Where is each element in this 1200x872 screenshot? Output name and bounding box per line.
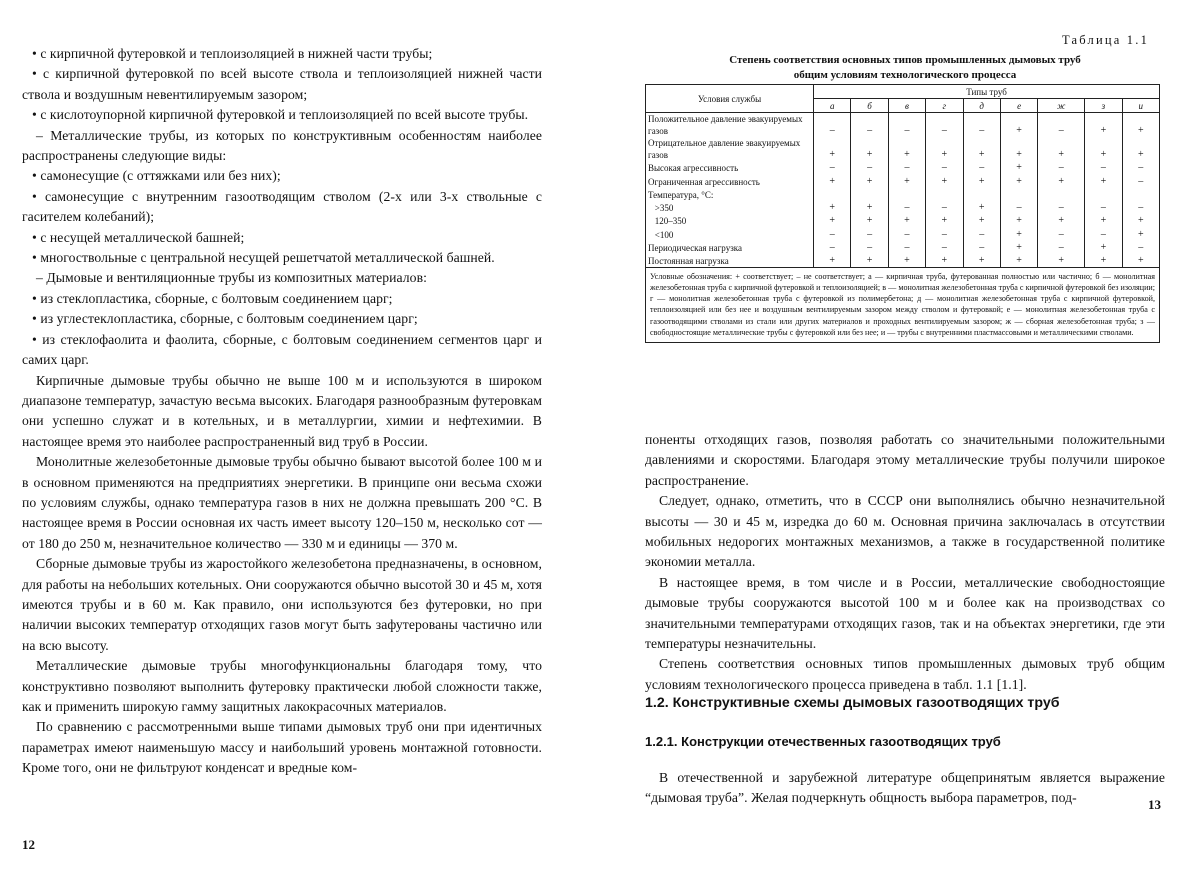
value-cell — [1085, 188, 1122, 201]
table-row — [646, 113, 1160, 138]
value-cell: – — [814, 241, 851, 254]
paragraph: – Металлические трубы, из которых по конструктивным особенностям наиболее распространены следующие виды: — [22, 127, 542, 164]
table-notes-row — [646, 267, 1160, 342]
value-cell: + — [1000, 227, 1037, 240]
value-cell: + — [1122, 214, 1159, 227]
value-cell: + — [963, 137, 1000, 161]
value-cell: + — [851, 254, 888, 267]
value-cell: + — [1085, 254, 1122, 267]
paragraph: • многоствольные с центральной несущей решетчатой металлической башней. — [32, 250, 495, 266]
type-header-cell: е — [1000, 99, 1037, 113]
type-header-cell: и — [1122, 99, 1159, 113]
value-cell: – — [851, 113, 888, 138]
value-cell: – — [888, 241, 925, 254]
paragraph: Степень соответствия основных типов промышленных дымовых труб общим условиям технологического процесса приведена в табл. 1.1 [1.1]. — [645, 656, 1165, 692]
right-page-text-top — [645, 430, 1165, 695]
value-cell — [926, 188, 963, 201]
value-cell: – — [963, 227, 1000, 240]
value-cell: – — [814, 113, 851, 138]
table-row — [646, 174, 1160, 187]
paragraph: По сравнению с рассмотренными выше типами дымовых труб они при идентичных параметрах имеют наименьшую массу и наибольший уровень монтажной готовности. Кроме того, они не фильтруют конденсат и вредные ком- — [22, 719, 542, 776]
value-cell: + — [1038, 254, 1085, 267]
value-cell — [1122, 188, 1159, 201]
paragraph: В настоящее время, в том числе и в России, металлические свободностоящие дымовые трубы сооружаются высотой 100 м и более как на производствах со значительными температурами отходящих газов, так и на объектах энергетики, где эти температуры незначительны. — [645, 574, 1165, 652]
value-cell — [1000, 188, 1037, 201]
value-cell: + — [963, 254, 1000, 267]
value-cell: + — [1038, 214, 1085, 227]
right-page-text-bottom — [645, 768, 1165, 809]
page-number-left: 12 — [22, 837, 35, 852]
value-cell: – — [851, 241, 888, 254]
value-cell: + — [814, 214, 851, 227]
condition-cell: Положительное давление эвакуируемых газов — [646, 113, 814, 138]
table-row — [646, 201, 1160, 214]
table-row — [646, 227, 1160, 240]
table-row — [646, 214, 1160, 227]
value-cell: – — [814, 227, 851, 240]
paragraph: • самонесущие (с оттяжками или без них); — [32, 168, 281, 184]
col-header-conditions: Условия службы — [646, 85, 814, 113]
value-cell: – — [1000, 201, 1037, 214]
value-cell: – — [1122, 241, 1159, 254]
paragraph: В отечественной и зарубежной литературе общепринятым является выражение “дымовая труба”. Желая подчеркнуть общность выбора параметров, под- — [645, 770, 1165, 806]
paragraph: – Дымовые и вентиляционные трубы из композитных материалов: — [36, 270, 427, 286]
value-cell: + — [814, 254, 851, 267]
value-cell: – — [1038, 241, 1085, 254]
value-cell: + — [851, 174, 888, 187]
value-cell: + — [1038, 137, 1085, 161]
table-row — [646, 241, 1160, 254]
table-title-line-2: общим условиям технологического процесса — [793, 69, 1017, 81]
paragraph: • самонесущие с внутренним газоотводящим стволом (2-х или 3-х ствольные с гасителем колебаний); — [22, 188, 542, 225]
type-header-cell: г — [926, 99, 963, 113]
condition-cell: Отрицательное давление эвакуируемых газов — [646, 137, 814, 161]
value-cell: + — [1085, 241, 1122, 254]
paragraph: • из стеклопластика, сборные, с болтовым соединением царг; — [32, 290, 393, 306]
value-cell: – — [963, 113, 1000, 138]
table-title — [645, 53, 1165, 83]
value-cell: + — [1000, 241, 1037, 254]
value-cell: – — [1122, 174, 1159, 187]
value-cell: + — [1000, 254, 1037, 267]
type-header-cell: а — [814, 99, 851, 113]
value-cell: + — [1000, 214, 1037, 227]
value-cell: + — [888, 137, 925, 161]
value-cell: – — [1085, 161, 1122, 174]
value-cell: – — [851, 161, 888, 174]
value-cell: + — [1085, 214, 1122, 227]
value-cell: – — [888, 161, 925, 174]
page-number-right: 13 — [1148, 797, 1161, 812]
col-header-types: Типы труб — [814, 85, 1160, 99]
value-cell: + — [851, 214, 888, 227]
type-header-cell: в — [888, 99, 925, 113]
value-cell: + — [1000, 174, 1037, 187]
section-heading: 1.2. Конструктивные схемы дымовых газоотводящих труб — [645, 695, 1060, 711]
value-cell: + — [814, 201, 851, 214]
value-cell: + — [1122, 113, 1159, 138]
paragraph: • с кирпичной футеровкой по всей высоте ствола и теплоизоляцией нижней части ствола и воздушным невентилируемым зазором; — [22, 66, 542, 102]
type-header-cell: д — [963, 99, 1000, 113]
type-header-cell: б — [851, 99, 888, 113]
value-cell: + — [1000, 113, 1037, 138]
value-cell: + — [926, 137, 963, 161]
value-cell: + — [888, 254, 925, 267]
value-cell: + — [963, 201, 1000, 214]
value-cell: + — [851, 201, 888, 214]
value-cell: – — [888, 113, 925, 138]
value-cell: – — [1085, 201, 1122, 214]
value-cell — [963, 188, 1000, 201]
paragraph: Кирпичные дымовые трубы обычно не выше 100 м и используются в широком диапазоне температур, зачастую весьма высоких. Благодаря разнообразным футеровкам они успешно служат и в котельных, и в металлургии, химии и нефтехимии. В настоящее время это наиболее распространенный вид труб в России. — [22, 372, 542, 449]
value-cell: + — [814, 137, 851, 161]
value-cell: + — [926, 174, 963, 187]
paragraph: Следует, однако, отметить, что в СССР они выполнялись обычно незначительной высоты — 30 и 45 м, изредка до 60 м. Основная причина заключалась в отсутствии мобильных недорогих монтажных механизмов, а также в государственной политике экономии металла. — [645, 493, 1165, 570]
value-cell: – — [963, 161, 1000, 174]
value-cell: + — [1085, 137, 1122, 161]
paragraph: • из углестеклопластика, сборные, с болтовым соединением царг; — [32, 311, 418, 327]
value-cell: + — [926, 214, 963, 227]
condition-cell: Температура, °С: — [646, 188, 814, 201]
type-header-cell: з — [1085, 99, 1122, 113]
left-page-text — [22, 44, 542, 779]
condition-cell: Ограниченная агрессивность — [646, 174, 814, 187]
table-row — [646, 188, 1160, 201]
value-cell — [851, 188, 888, 201]
value-cell: – — [926, 227, 963, 240]
paragraph: Монолитные железобетонные дымовые трубы обычно бывают высотой более 100 м и в основном применяются на предприятиях энергетики. В принципе они весьма схожи по условиям службы, однако температура газов в них не должна превышать 200 °С. В настоящее время в России основная их часть имеет высоту 120–150 м, несколько сот — от 180 до 250 м, незначительное количество — 330 м и единицы — 370 м. — [22, 454, 542, 551]
value-cell: + — [814, 174, 851, 187]
compatibility-table-grid — [645, 84, 1160, 343]
type-header-cell: ж — [1038, 99, 1085, 113]
value-cell: + — [1038, 174, 1085, 187]
paragraph: • с кислотоупорной кирпичной футеровкой и теплоизоляцией по всей высоте трубы. — [32, 107, 529, 123]
condition-cell: Периодическая нагрузка — [646, 241, 814, 254]
condition-cell: 120–350 — [646, 214, 814, 227]
table-row — [646, 137, 1160, 161]
value-cell: – — [926, 241, 963, 254]
paragraph: поненты отходящих газов, позволяя работать со значительными положительными давлениями и скоростями. Благодаря этому металлические трубы получили широкое распространение. — [645, 432, 1165, 488]
value-cell — [888, 188, 925, 201]
value-cell: – — [926, 201, 963, 214]
paragraph: • с кирпичной футеровкой и теплоизоляцией в нижней части трубы; — [32, 46, 433, 61]
value-cell: – — [926, 161, 963, 174]
table-caption: Таблица 1.1 — [1062, 33, 1150, 47]
subsection-heading: 1.2.1. Конструкции отечественных газоотводящих труб — [645, 734, 1001, 749]
value-cell — [814, 188, 851, 201]
paragraph: Металлические дымовые трубы многофункциональны благодаря тому, что конструктивно позволяют выполнить футеровку практически любой сложности также, как и применить широкую гамму защитных лакокрасочных материалов. — [22, 658, 542, 714]
value-cell: + — [1122, 137, 1159, 161]
table-title-line-1: Степень соответствия основных типов промышленных дымовых труб — [729, 54, 1081, 66]
value-cell — [1038, 188, 1085, 201]
value-cell: + — [888, 174, 925, 187]
paragraph: • с несущей металлической башней; — [32, 229, 245, 245]
condition-cell: Постоянная нагрузка — [646, 254, 814, 267]
value-cell: + — [888, 214, 925, 227]
value-cell: + — [1122, 254, 1159, 267]
value-cell: – — [814, 161, 851, 174]
value-cell: – — [1038, 227, 1085, 240]
value-cell: – — [926, 113, 963, 138]
value-cell: + — [851, 137, 888, 161]
value-cell: + — [1000, 137, 1037, 161]
value-cell: – — [1085, 227, 1122, 240]
compatibility-table — [645, 84, 1160, 343]
value-cell: – — [1038, 113, 1085, 138]
condition-cell: <100 — [646, 227, 814, 240]
paragraph: Сборные дымовые трубы из жаростойкого железобетона предназначены, в основном, для работы на небольших котельных. Они сооружаются обычно высотой 30 и 45 м, хотя имеются трубы и в 60 м. Как правило, они используются без футеровки, но при наличии высоких температур отходящих газов могут быть зафутерованы частично или на всю высоту. — [22, 556, 542, 653]
value-cell: + — [963, 214, 1000, 227]
value-cell: – — [963, 241, 1000, 254]
condition-cell: >350 — [646, 201, 814, 214]
value-cell: – — [1038, 161, 1085, 174]
table-row — [646, 161, 1160, 174]
value-cell: – — [1122, 161, 1159, 174]
paragraph: • из стеклофаолита и фаолита, сборные, с болтовым соединением сегментов царг и самих царг. — [22, 331, 542, 368]
value-cell: – — [1122, 201, 1159, 214]
value-cell: + — [1085, 113, 1122, 138]
value-cell: + — [926, 254, 963, 267]
value-cell: + — [1085, 174, 1122, 187]
value-cell: + — [1000, 161, 1037, 174]
value-cell: + — [1122, 227, 1159, 240]
value-cell: – — [888, 201, 925, 214]
value-cell: – — [1038, 201, 1085, 214]
value-cell: – — [851, 227, 888, 240]
condition-cell: Высокая агрессивность — [646, 161, 814, 174]
table-row — [646, 254, 1160, 267]
table-notes: Условные обозначения: + соответствует; – не соответствует; а — кирпичная труба, футерованная полностью или частично; б — монолитная железобетонная труба с кирпичной футеровкой и теплоизоляцией; в — монолитная железобетонная труба с кирпичной футеровкой без изоляции; г — монолитная железобетонная труба с футеровкой из полимербетона; д — монолитная железобетонная труба с кирпичной футеровкой, теплоизоляцией или без нее и воздушным вентилируемым зазором между стволом и футеровкой; е — монолитная железобетонная труба с газоотводящими стволами из стали или других материалов и проходных вентилируемым зазором; ж — сборная железобетонная труба; з — свободностоящие металлические трубы с футеровкой или без нее; и — трубы с внутренними пластмассовыми и металлическими стволами. — [646, 267, 1160, 342]
value-cell: + — [963, 174, 1000, 187]
value-cell: – — [888, 227, 925, 240]
